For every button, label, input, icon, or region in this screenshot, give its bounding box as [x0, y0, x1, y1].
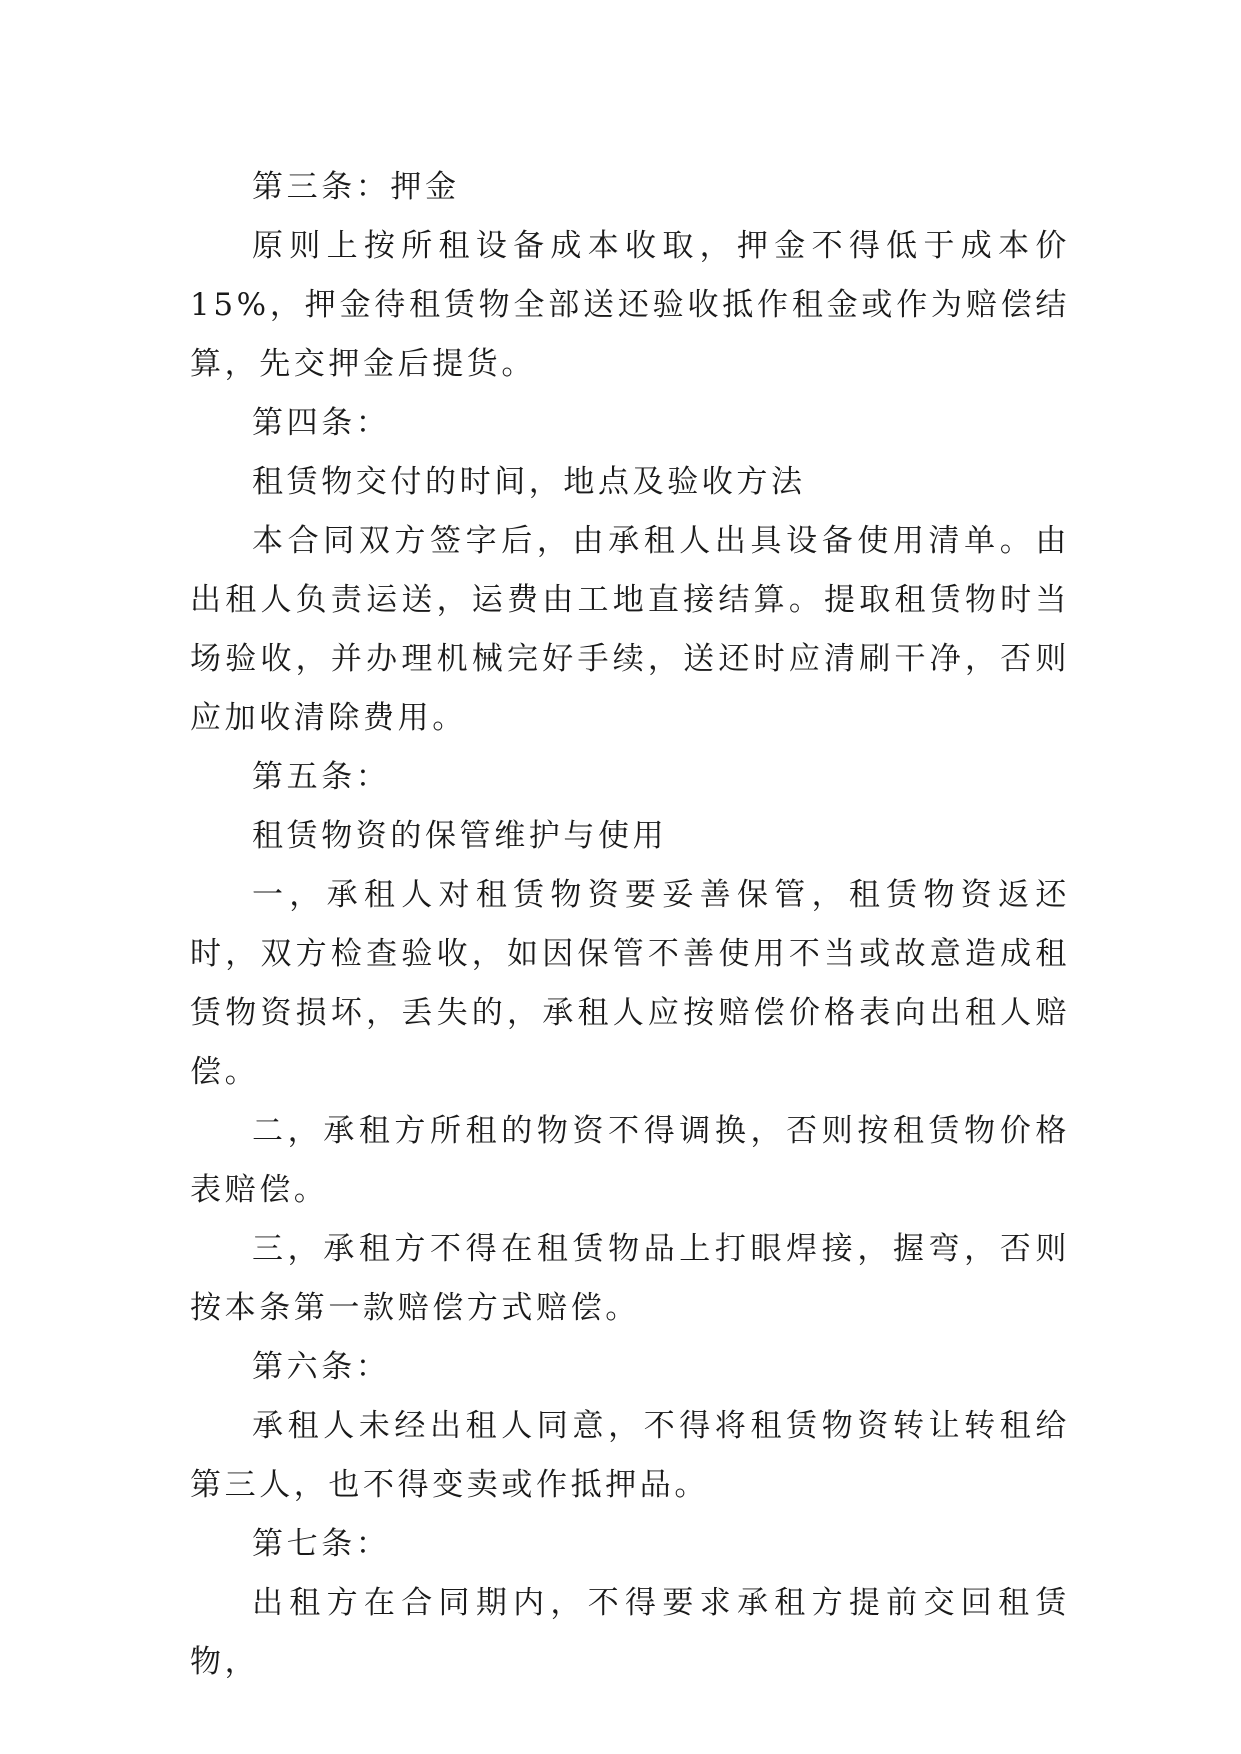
article-6-text: 承租人未经出租人同意，不得将租赁物资转让转租给第三人，也不得变卖或作抵押品。	[190, 1408, 1070, 1503]
article-5-clause-1: 一，承租人对租赁物资要妥善保管，租赁物资返还时，双方检查验收，如因保管不善使用不当或故意造成租赁物资损坏，丢失的，承租人应按赔偿价格表向出租人赔偿。	[190, 877, 1070, 1090]
contract-body	[190, 158, 1070, 1692]
article-5-clause-2: 二，承租方所租的物资不得调换，否则按租赁物价格表赔偿。	[190, 1113, 1070, 1208]
article-4-subtitle: 租赁物交付的时间，地点及验收方法	[252, 464, 806, 500]
article-5-clause-3: 三，承租方不得在租赁物品上打眼焊接，握弯，否则按本条第一款赔偿方式赔偿。	[190, 1231, 1070, 1326]
article-6-heading: 第六条：	[252, 1349, 391, 1385]
article-4-heading: 第四条：	[252, 405, 391, 441]
article-3-heading: 第三条：押金	[252, 169, 460, 205]
article-4-text: 本合同双方签字后，由承租人出具设备使用清单。由出租人负责运送，运费由工地直接结算。提取租赁物时当场验收，并办理机械完好手续，送还时应清刷干净，否则应加收清除费用。	[190, 523, 1070, 736]
article-7-text: 出租方在合同期内，不得要求承租方提前交回租赁物，	[190, 1585, 1070, 1680]
article-5-subtitle: 租赁物资的保管维护与使用	[252, 818, 668, 854]
article-5-heading: 第五条：	[252, 759, 391, 795]
article-3-text: 原则上按所租设备成本收取，押金不得低于成本价15%，押金待租赁物全部送还验收抵作租金或作为赔偿结算，先交押金后提货。	[190, 228, 1070, 382]
article-7-heading: 第七条：	[252, 1526, 391, 1562]
